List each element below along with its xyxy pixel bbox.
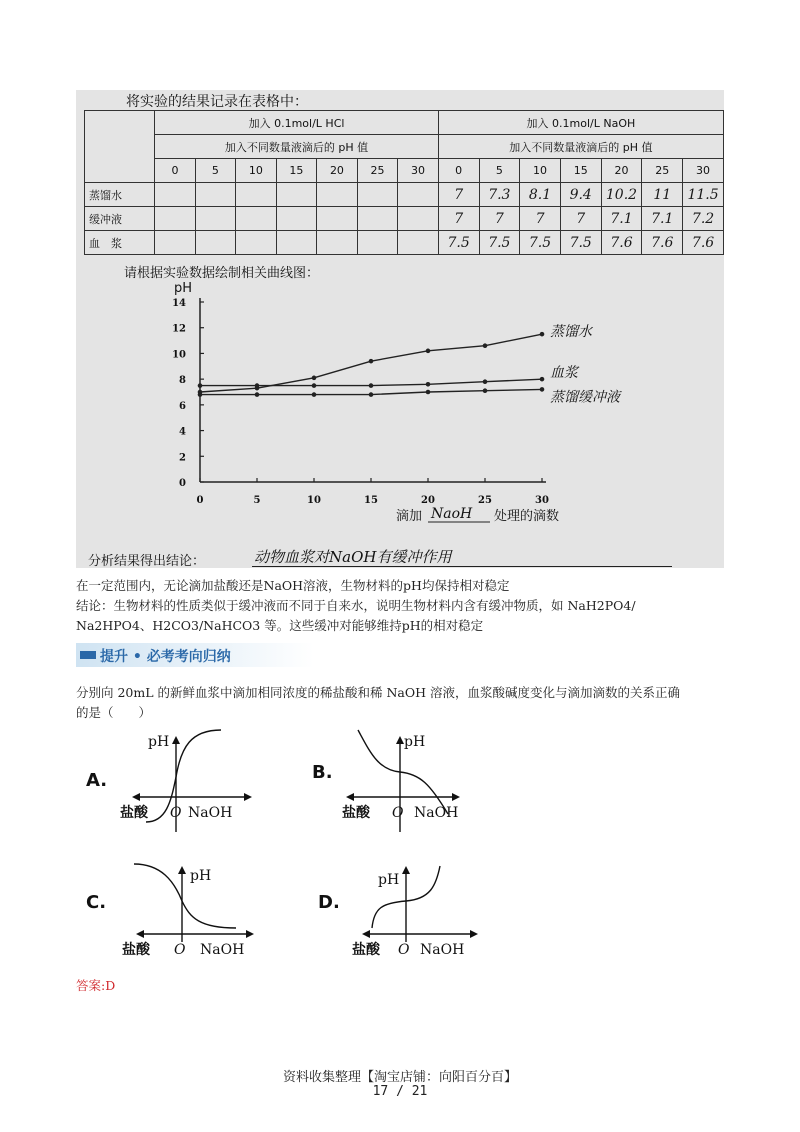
scanned-worksheet [76, 90, 724, 568]
y-tick-label: 4 [179, 426, 186, 438]
x-tick-label: 30 [535, 495, 549, 506]
conclusion-underline [252, 566, 672, 567]
row-label: 缓冲液 [85, 207, 155, 231]
svg-text:NaOH: NaOH [188, 805, 233, 821]
y-axis-label: pH [174, 281, 193, 296]
naoh-ph-cell: 7.5 [479, 231, 520, 255]
y-tick-label: 10 [172, 349, 186, 361]
hcl-ph-cell [357, 231, 398, 255]
data-point [483, 388, 488, 393]
drop-count-header: 30 [398, 159, 439, 183]
row-label: 血 浆 [85, 231, 155, 255]
results-table [84, 110, 724, 255]
y-tick-label: 12 [172, 323, 186, 335]
hcl-ph-cell [236, 183, 277, 207]
hcl-ph-cell [357, 207, 398, 231]
x-axis-label-suffix: 处理的滴数 [494, 509, 560, 524]
table-row [85, 231, 724, 255]
drop-count-header: 10 [520, 159, 561, 183]
option-b[interactable] [310, 722, 570, 832]
section-title: 提升 • 必考考向归纳 [100, 649, 231, 665]
svg-text:NaOH: NaOH [420, 942, 465, 958]
naoh-ph-cell: 7.5 [520, 231, 561, 255]
hcl-ph-cell [398, 183, 439, 207]
naoh-ph-cell: 7 [438, 183, 479, 207]
naoh-ph-cell: 7.1 [642, 207, 683, 231]
drop-count-header: 0 [438, 159, 479, 183]
naoh-ph-subheader: 加入不同数量液滴后的 pH 值 [438, 135, 723, 159]
data-point [198, 383, 203, 388]
svg-text:pH: pH [404, 734, 426, 750]
data-point [483, 343, 488, 348]
plot-instruction: 请根据实验数据绘制相关曲线图： [124, 266, 320, 281]
svg-text:盐酸: 盐酸 [352, 942, 380, 958]
svg-text:O: O [170, 805, 182, 821]
option-letter: A. [86, 770, 108, 791]
naoh-ph-cell: 9.4 [560, 183, 601, 207]
series-label: 蒸馏水 [550, 324, 592, 341]
hcl-ph-cell [276, 231, 317, 255]
naoh-ph-cell: 10.2 [601, 183, 642, 207]
svg-text:盐酸: 盐酸 [342, 805, 370, 821]
question-line-1: 分别向 20mL 的新鲜血浆中滴加相同浓度的稀盐酸和稀 NaOH 溶液，血浆酸碱度变化与滴加滴数的关系正确 [76, 685, 680, 700]
option-d[interactable] [310, 856, 570, 966]
svg-text:O: O [392, 805, 404, 821]
option-letter: B. [312, 762, 333, 783]
hcl-ph-cell [398, 207, 439, 231]
page-number: 17 / 21 [372, 1084, 428, 1099]
data-point [483, 379, 488, 384]
naoh-ph-cell: 7.3 [479, 183, 520, 207]
hcl-header: 加入 0.1mol/L HCl [155, 111, 439, 135]
drop-count-header: 20 [317, 159, 358, 183]
hcl-ph-cell [398, 231, 439, 255]
naoh-ph-cell: 11.5 [683, 183, 724, 207]
svg-text:pH: pH [190, 868, 212, 884]
hcl-ph-cell [155, 207, 195, 231]
table-corner [85, 111, 155, 183]
conclusion-line-2: Na2HPO4、H2CO3/NaHCO3 等。这些缓冲对能够维持pH的相对稳定 [76, 618, 484, 633]
hcl-ph-cell [236, 231, 277, 255]
series-label: 血浆 [550, 365, 578, 382]
data-point [540, 387, 545, 392]
x-tick-label: 15 [364, 495, 378, 506]
result-sentence: 在一定范围内，无论滴加盐酸还是NaOH溶液，生物材料的pH均保持相对稳定 [76, 578, 510, 593]
data-point [426, 382, 431, 387]
svg-text:NaOH: NaOH [414, 805, 459, 821]
naoh-ph-cell: 7.6 [601, 231, 642, 255]
drop-count-header: 20 [601, 159, 642, 183]
naoh-ph-cell: 7.6 [642, 231, 683, 255]
worksheet-intro: 将实验的结果记录在表格中： [126, 94, 308, 110]
naoh-ph-cell: 7 [438, 207, 479, 231]
svg-text:盐酸: 盐酸 [122, 942, 150, 958]
hcl-ph-cell [155, 231, 195, 255]
naoh-ph-cell: 8.1 [520, 183, 561, 207]
option-letter: D. [318, 892, 340, 913]
table-row [85, 183, 724, 207]
y-tick-label: 8 [179, 375, 186, 387]
hcl-ph-cell [236, 207, 277, 231]
hcl-ph-cell [357, 183, 398, 207]
data-point [255, 392, 260, 397]
data-point [312, 392, 317, 397]
naoh-ph-cell: 11 [642, 183, 683, 207]
table-row [85, 207, 724, 231]
section-marker-icon [80, 651, 96, 659]
drop-count-header: 15 [560, 159, 601, 183]
x-tick-label: 25 [478, 495, 492, 506]
conclusion-label: 分析结果得出结论： [88, 554, 206, 569]
naoh-ph-cell: 7 [560, 207, 601, 231]
hcl-ph-cell [276, 207, 317, 231]
series-label: 蒸馏缓冲液 [550, 389, 620, 406]
svg-text:O: O [174, 942, 186, 958]
drop-count-header: 5 [195, 159, 235, 183]
x-tick-label: 0 [196, 495, 204, 506]
naoh-ph-cell: 7.5 [438, 231, 479, 255]
y-tick-label: 14 [172, 298, 186, 309]
hcl-ph-cell [317, 231, 358, 255]
data-point [426, 390, 431, 395]
y-tick-label: 6 [179, 400, 186, 412]
naoh-ph-cell: 7.2 [683, 207, 724, 231]
x-tick-label: 5 [253, 495, 261, 506]
y-tick-label: 0 [179, 478, 186, 489]
data-point [369, 383, 374, 388]
drop-count-header: 10 [236, 159, 277, 183]
data-point [426, 349, 431, 354]
x-axis-label-prefix: 滴加 [396, 509, 423, 524]
naoh-header: 加入 0.1mol/L NaOH [438, 111, 723, 135]
option-letter: C. [86, 892, 107, 913]
naoh-ph-cell: 7.6 [683, 231, 724, 255]
hcl-ph-cell [195, 231, 235, 255]
hcl-ph-cell [276, 183, 317, 207]
x-axis-label-handwritten: NaoH [431, 506, 473, 522]
svg-text:pH: pH [148, 734, 170, 750]
option-c[interactable] [76, 856, 336, 966]
conclusion-line-1: 结论：生物材料的性质类似于缓冲液而不同于自来水，说明生物材料内含有缓冲物质，如 NaH2PO4/ [76, 598, 636, 613]
answer: 答案:D [76, 978, 116, 993]
hcl-ph-subheader: 加入不同数量液滴后的 pH 值 [155, 135, 439, 159]
footer-source: 资料收集整理【淘宝店铺：向阳百分百】 [282, 1070, 517, 1085]
drop-count-header: 15 [276, 159, 317, 183]
question-line-2: 的是（ ） [76, 705, 152, 720]
svg-text:pH: pH [378, 872, 400, 888]
naoh-ph-cell: 7 [479, 207, 520, 231]
data-point [540, 332, 545, 337]
hcl-ph-cell [195, 207, 235, 231]
x-tick-label: 10 [307, 495, 321, 506]
naoh-ph-cell: 7.1 [601, 207, 642, 231]
drop-count-header: 25 [357, 159, 398, 183]
svg-text:盐酸: 盐酸 [120, 805, 148, 821]
conclusion-handwritten: 动物血浆对NaOH有缓冲作用 [254, 548, 452, 566]
data-point [540, 377, 545, 382]
data-point [369, 392, 374, 397]
hcl-ph-cell [317, 183, 358, 207]
data-point [312, 376, 317, 381]
drops-row [85, 159, 724, 183]
row-label: 蒸馏水 [85, 183, 155, 207]
svg-text:NaOH: NaOH [200, 942, 245, 958]
drop-count-header: 30 [683, 159, 724, 183]
hcl-ph-cell [317, 207, 358, 231]
data-point [369, 359, 374, 364]
ph-curve-chart [166, 280, 666, 538]
y-tick-label: 2 [179, 452, 186, 464]
x-tick-label: 20 [421, 495, 435, 506]
naoh-ph-cell: 7.5 [560, 231, 601, 255]
drop-count-header: 0 [155, 159, 195, 183]
hcl-ph-cell [195, 183, 235, 207]
drop-count-header: 5 [479, 159, 520, 183]
data-point [198, 392, 203, 397]
hcl-ph-cell [155, 183, 195, 207]
option-a[interactable] [76, 722, 336, 832]
drop-count-header: 25 [642, 159, 683, 183]
data-point [312, 383, 317, 388]
naoh-ph-cell: 7 [520, 207, 561, 231]
svg-text:O: O [398, 942, 410, 958]
data-point [255, 383, 260, 388]
